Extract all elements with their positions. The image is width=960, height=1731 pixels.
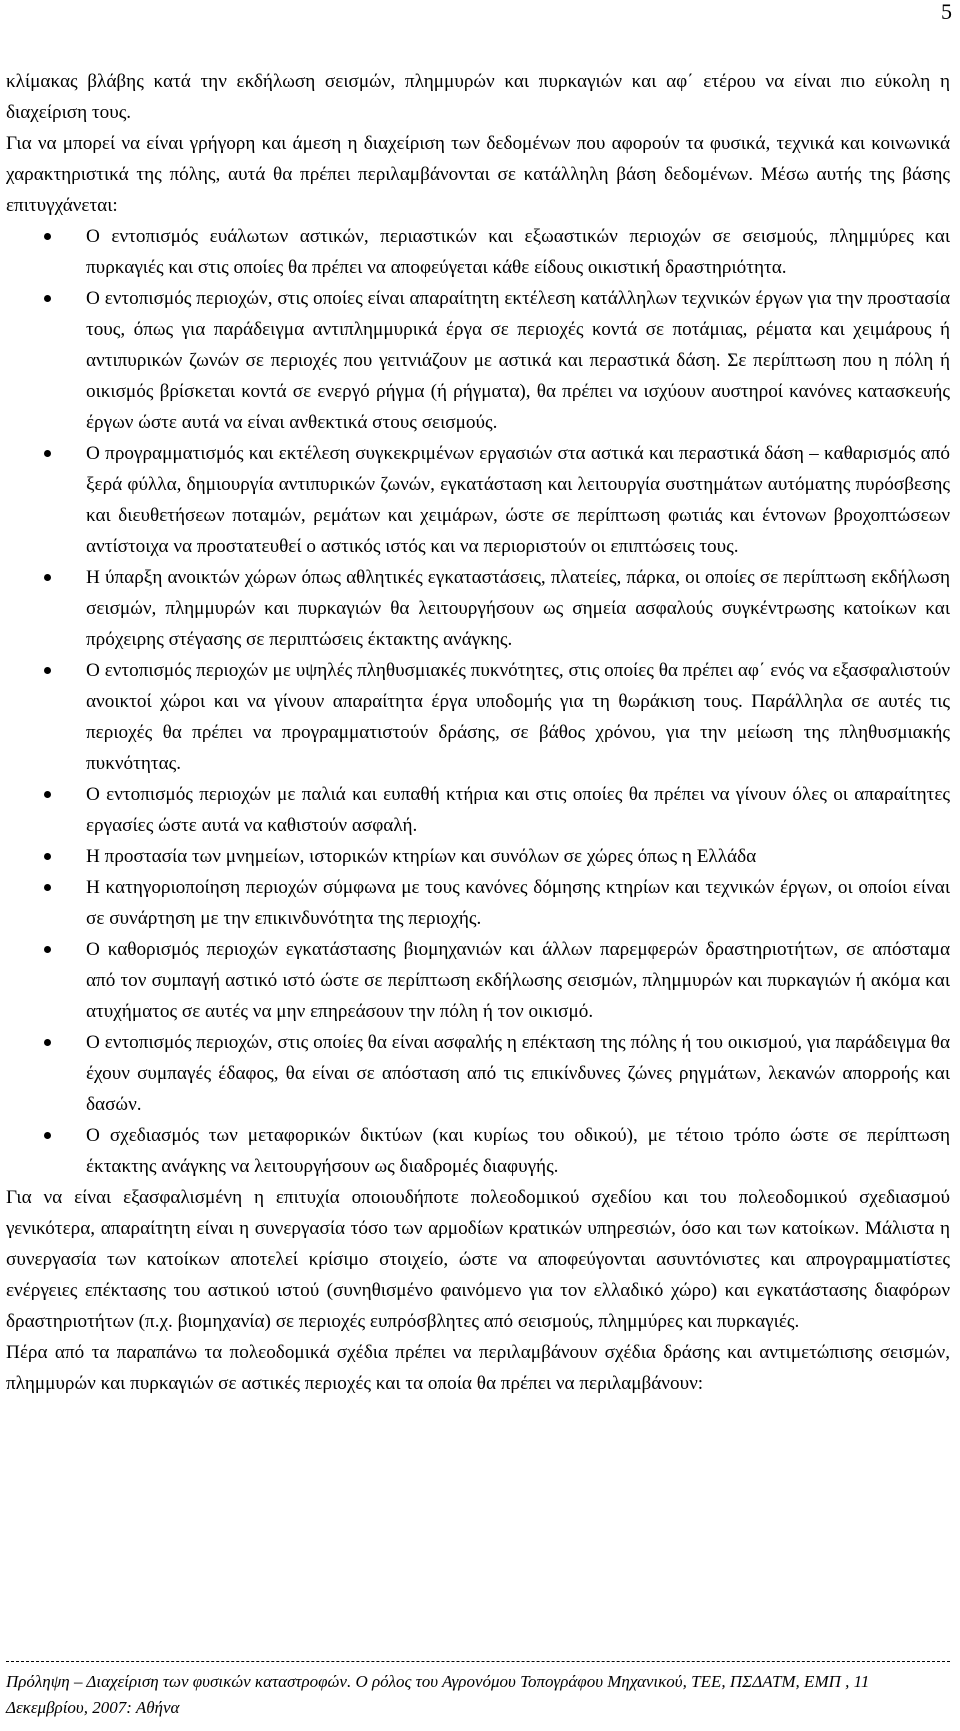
bullet-icon (44, 884, 51, 891)
list-item (6, 1027, 950, 1120)
paragraph-database: Για να μπορεί να είναι γρήγορη και άμεση η διαχείριση των δεδομένων που αφορούν τα φυσικά, τεχνικά και κοινωνικά χαρακτηριστικά της πόλης, αυτά θα πρέπει περιλαμβάνονται σε κατάλληλη βάση δεδομένων. Μέσω αυτής της βάσης επιτυγχάνεται: (6, 133, 950, 216)
footer-divider (6, 1661, 950, 1662)
paragraph-intro: κλίμακας βλάβης κατά την εκδήλωση σεισμών, πλημμυρών και πυρκαγιών και αφ΄ ετέρου να είναι πιο εύκολη η διαχείριση τους. (6, 71, 950, 123)
bullet-list (6, 221, 950, 1182)
bullet-icon (44, 946, 51, 953)
list-item-text: Ο εντοπισμός περιοχών, στις οποίες θα είναι ασφαλής η επέκταση της πόλης ή του οικισμού, για παράδειγμα θα έχουν συμπαγές έδαφος, θα είναι σε απόσταση από τις επικίνδυνες ζώνες ρηγμάτων, λεκανών απορροής και δασών. (86, 1032, 950, 1115)
document-body (6, 66, 950, 1399)
list-item-text: Ο καθορισμός περιοχών εγκατάστασης βιομηχανιών και άλλων παρεμφερών δραστηριοτήτων, σε απόσταμα από τον συμπαγή αστικό ιστό ώστε σε περίπτωση εκδήλωσης σεισμών, πλημμυρών και πυρκαγιών ή ακόμα και ατυχήματος σε αυτές να μην επηρεάσουν την πόλη ή τον οικισμό. (86, 939, 950, 1022)
list-item (6, 872, 950, 934)
list-item (6, 841, 950, 872)
list-item-text: Ο εντοπισμός περιοχών με υψηλές πληθυσμιακές πυκνότητες, στις οποίες θα πρέπει αφ΄ ενός να εξασφαλιστούν ανοικτοί χώροι και να γίνουν απαραίτητα έργα υποδομής για τη θωράκιση τους. Παράλληλα σε αυτές τις περιοχές θα πρέπει να προγραμματιστούν δράσης, σε βάθος χρόνου, για την μείωση της πληθυσμιακής πυκνότητας. (86, 660, 950, 774)
bullet-icon (44, 1132, 51, 1139)
list-item (6, 562, 950, 655)
list-item-text: Ο σχεδιασμός των μεταφορικών δικτύων (και κυρίως του οδικού), με τέτοιο τρόπο ώστε σε περίπτωση έκτακτης ανάγκης να λειτουργήσουν ως διαδρομές διαφυγής. (86, 1125, 950, 1177)
list-item (6, 438, 950, 562)
paragraph-action-plans: Πέρα από τα παραπάνω τα πολεοδομικά σχέδια πρέπει να περιλαμβάνουν σχέδια δράσης και αντιμετώπισης σεισμών, πλημμυρών και πυρκαγιών σε αστικές περιοχές και τα οποία θα πρέπει να περιλαμβάνουν: (6, 1342, 950, 1394)
bullet-icon (44, 295, 51, 302)
bullet-icon (44, 450, 51, 457)
list-item (6, 1120, 950, 1182)
list-item-text: Ο εντοπισμός περιοχών, στις οποίες είναι απαραίτητη εκτέλεση κατάλληλων τεχνικών έργων για την προστασία τους, όπως για παράδειγμα αντιπλημμυρικά έργα σε περιοχές κοντά σε ποτάμιας, ρέματα και χειμάρους ή αντιπυρικών ζωνών σε περιοχές που γειτνιάζουν με αστικά και περαστικά δάση. Σε περίπτωση που η πόλη ή οικισμός βρίσκεται κοντά σε ενεργό ρήγμα (ή ρήγματα), θα πρέπει να ισχύουν αυστηροί κανόνες κατασκευής έργων ώστε αυτά να είναι ανθεκτικά στους σεισμούς. (86, 288, 950, 433)
list-item (6, 779, 950, 841)
bullet-icon (44, 791, 51, 798)
list-item-text: Η προστασία των μνημείων, ιστορικών κτηρίων και συνόλων σε χώρες όπως η Ελλάδα (86, 846, 757, 867)
list-item (6, 934, 950, 1027)
list-item-text: Ο προγραμματισμός και εκτέλεση συγκεκριμένων εργασιών στα αστικά και περαστικά δάση – καθαρισμός από ξερά φύλλα, δημιουργία αντιπυρικών ζωνών, εγκατάσταση και λειτουργία συστημάτων αυτόματης πυρόσβεσης και διευθετήσεων ποταμών, ρεμάτων και χειμάρων, ώστε σε περίπτωση φωτιάς και έντονων βροχοπτώσεων αντίστοιχα να προστατευθεί ο αστικός ιστός και να περιοριστούν οι επιπτώσεις τους. (86, 443, 950, 557)
bullet-icon (44, 1039, 51, 1046)
page-footer: Πρόληψη – Διαχείριση των φυσικών καταστροφών. Ο ρόλος του Αγρονόμου Τοπογράφου Μηχανικού, ΤΕΕ, ΠΣΔΑΤΜ, ΕΜΠ , 11 Δεκεμβρίου, 2007: Αθήνα (6, 1672, 870, 1717)
list-item-text: Η κατηγοριοποίηση περιοχών σύμφωνα με τους κανόνες δόμησης κτηρίων και τεχνικών έργων, οι οποίοι είναι σε συνάρτηση με την επικινδυνότητα της περιοχής. (86, 877, 950, 929)
list-item-text: Ο εντοπισμός περιοχών με παλιά και ευπαθή κτήρια και στις οποίες θα πρέπει να γίνουν όλες οι απαραίτητες εργασίες ώστε αυτά να καθιστούν ασφαλή. (86, 784, 950, 836)
paragraph-cooperation: Για να είναι εξασφαλισμένη η επιτυχία οποιουδήποτε πολεοδομικού σχεδίου και του πολεοδομικού σχεδιασμού γενικότερα, απαραίτητη είναι η συνεργασία τόσο των αρμοδίων κρατικών υπηρεσιών, όσο και των κατοίκων. Μάλιστα η συνεργασία των κατοίκων αποτελεί κρίσιμο στοιχείο, ώστε να αποφεύγονται ασυντόνιστες και απρογραμματίστες ενέργειες επέκτασης του αστικού ιστού (συνηθισμένο φαινόμενο για τον ελλαδικό χώρο) και εγκατάστασης διαφόρων δραστηριοτήτων (π.χ. βιομηχανία) σε περιοχές ευπρόσβλητες από σεισμούς, πλημμύρες και πυρκαγιές. (6, 1187, 950, 1332)
page-number: 5 (941, 0, 952, 24)
bullet-icon (44, 233, 51, 240)
bullet-icon (44, 574, 51, 581)
bullet-icon (44, 853, 51, 860)
list-item (6, 655, 950, 779)
bullet-icon (44, 667, 51, 674)
list-item (6, 221, 950, 283)
list-item-text: Ο εντοπισμός ευάλωτων αστικών, περιαστικών και εξωαστικών περιοχών σε σεισμούς, πλημμύρες και πυρκαγιές και στις οποίες θα πρέπει να αποφεύγεται κάθε είδους οικιστική δραστηριότητα. (86, 226, 950, 278)
list-item (6, 283, 950, 438)
list-item-text: Η ύπαρξη ανοικτών χώρων όπως αθλητικές εγκαταστάσεις, πλατείες, πάρκα, οι οποίες σε περίπτωση εκδήλωση σεισμών, πλημμυρών και πυρκαγιών θα λειτουργήσουν ως σημεία ασφαλούς συγκέντρωσης κατοίκων και πρόχειρης στέγασης σε περιπτώσεις έκτακτης ανάγκης. (86, 567, 950, 650)
